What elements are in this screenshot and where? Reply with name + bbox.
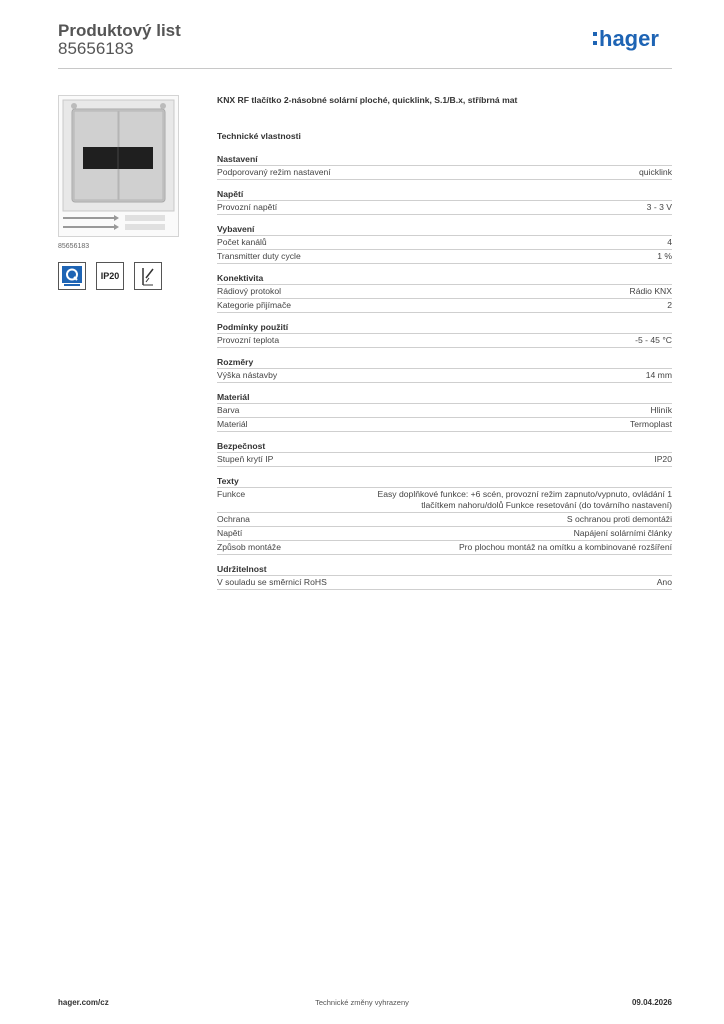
footer-date: 09.04.2026 <box>631 998 672 1007</box>
quicklink-badge <box>58 262 86 290</box>
svg-text:hager: hager <box>599 28 659 51</box>
section-title: Nastavení <box>217 153 672 166</box>
spec-value: Rádio KNX <box>629 286 672 296</box>
spec-row <box>217 236 672 250</box>
spec-value: 2 <box>667 300 672 310</box>
spec-label: Podporovaný režim nastavení <box>217 167 331 177</box>
spec-value: Pro plochou montáž na omítku a kombinované rozšíření <box>458 542 672 552</box>
header-divider <box>58 68 672 69</box>
section-title: Rozměry <box>217 356 672 369</box>
spec-label: Ochrana <box>217 514 250 524</box>
spec-label: Materiál <box>217 419 248 429</box>
spec-label: Výška nástavby <box>217 370 278 380</box>
badge-row <box>58 262 162 290</box>
spec-panel <box>217 94 672 598</box>
spec-value: Hliník <box>650 405 672 415</box>
ip20-badge-label: IP20 <box>100 271 120 281</box>
spec-heading: Technické vlastnosti <box>217 131 301 141</box>
spec-label: Rádiový protokol <box>217 286 282 296</box>
hager-logo <box>593 28 675 56</box>
page-title: Produktový list <box>58 21 181 40</box>
spec-section <box>217 563 672 590</box>
spec-row <box>217 201 672 215</box>
spec-row <box>217 453 672 467</box>
spec-label: Funkce <box>217 489 246 499</box>
spec-value: 3 - 3 V <box>646 202 672 212</box>
flat-mounting-icon <box>137 265 159 287</box>
spec-value: Easy doplňkové funkce: +6 scén, provozní režim zapnuto/vypnuto, ovládání 1 tlačítkem nahoru/dolů Funkce resetování (do továrního nastavení) <box>377 489 672 510</box>
section-title: Podmínky použití <box>217 321 672 334</box>
spec-section <box>217 223 672 264</box>
spec-label: Počet kanálů <box>217 237 267 247</box>
spec-label: Způsob montáže <box>217 542 282 552</box>
section-title: Udržitelnost <box>217 563 672 576</box>
mounting-badge <box>134 262 162 290</box>
spec-row <box>217 334 672 348</box>
section-title: Bezpečnost <box>217 440 672 453</box>
spec-section <box>217 153 672 180</box>
spec-row <box>217 488 672 513</box>
spec-row <box>217 250 672 264</box>
quicklink-q-icon <box>61 265 83 287</box>
spec-row <box>217 576 672 590</box>
spec-section <box>217 391 672 432</box>
spec-label: Transmitter duty cycle <box>217 251 301 261</box>
spec-row <box>217 166 672 180</box>
spec-label: Provozní teplota <box>217 335 280 345</box>
product-title: KNX RF tlačítko 2-násobné solární ploché, quicklink, S.1/B.x, stříbrná mat <box>217 95 518 105</box>
spec-label: V souladu se směrnicí RoHS <box>217 577 327 587</box>
product-number: 85656183 <box>58 39 134 58</box>
spec-row <box>217 527 672 541</box>
image-caption: 85656183 <box>58 243 90 250</box>
ip20-badge <box>96 262 124 290</box>
section-title: Konektivita <box>217 272 672 285</box>
spec-row <box>217 418 672 432</box>
spec-value: quicklink <box>639 167 672 177</box>
spec-value: 4 <box>667 237 672 247</box>
spec-label: Stupeň krytí IP <box>217 454 274 464</box>
spec-value: Napájení solárními články <box>573 528 672 538</box>
spec-row <box>217 404 672 418</box>
spec-value: 14 mm <box>645 370 672 380</box>
spec-row <box>217 285 672 299</box>
spec-section <box>217 188 672 215</box>
spec-row <box>217 369 672 383</box>
section-title: Texty <box>217 475 672 488</box>
spec-value: 1 % <box>657 251 672 261</box>
product-image <box>58 95 179 237</box>
spec-section <box>217 356 672 383</box>
spec-section <box>217 440 672 467</box>
spec-row <box>217 541 672 555</box>
spec-sections <box>217 153 672 590</box>
spec-section <box>217 321 672 348</box>
spec-label: Barva <box>217 405 240 415</box>
spec-section <box>217 475 672 555</box>
spec-value: -5 - 45 °C <box>635 335 672 345</box>
spec-value: Ano <box>656 577 672 587</box>
spec-value: IP20 <box>654 454 672 464</box>
footer-note: Technické změny vyhrazeny <box>315 998 409 1007</box>
spec-label: Provozní napětí <box>217 202 278 212</box>
section-title: Napětí <box>217 188 672 201</box>
spec-label: Napětí <box>217 528 243 538</box>
section-title: Materiál <box>217 391 672 404</box>
spec-row <box>217 513 672 527</box>
spec-row <box>217 299 672 313</box>
spec-value: S ochranou proti demontáži <box>566 514 672 524</box>
spec-label: Kategorie přijímače <box>217 300 292 310</box>
spec-section <box>217 272 672 313</box>
spec-value: Termoplast <box>629 419 672 429</box>
footer-website[interactable]: hager.com/cz <box>58 998 109 1007</box>
section-title: Vybavení <box>217 223 672 236</box>
